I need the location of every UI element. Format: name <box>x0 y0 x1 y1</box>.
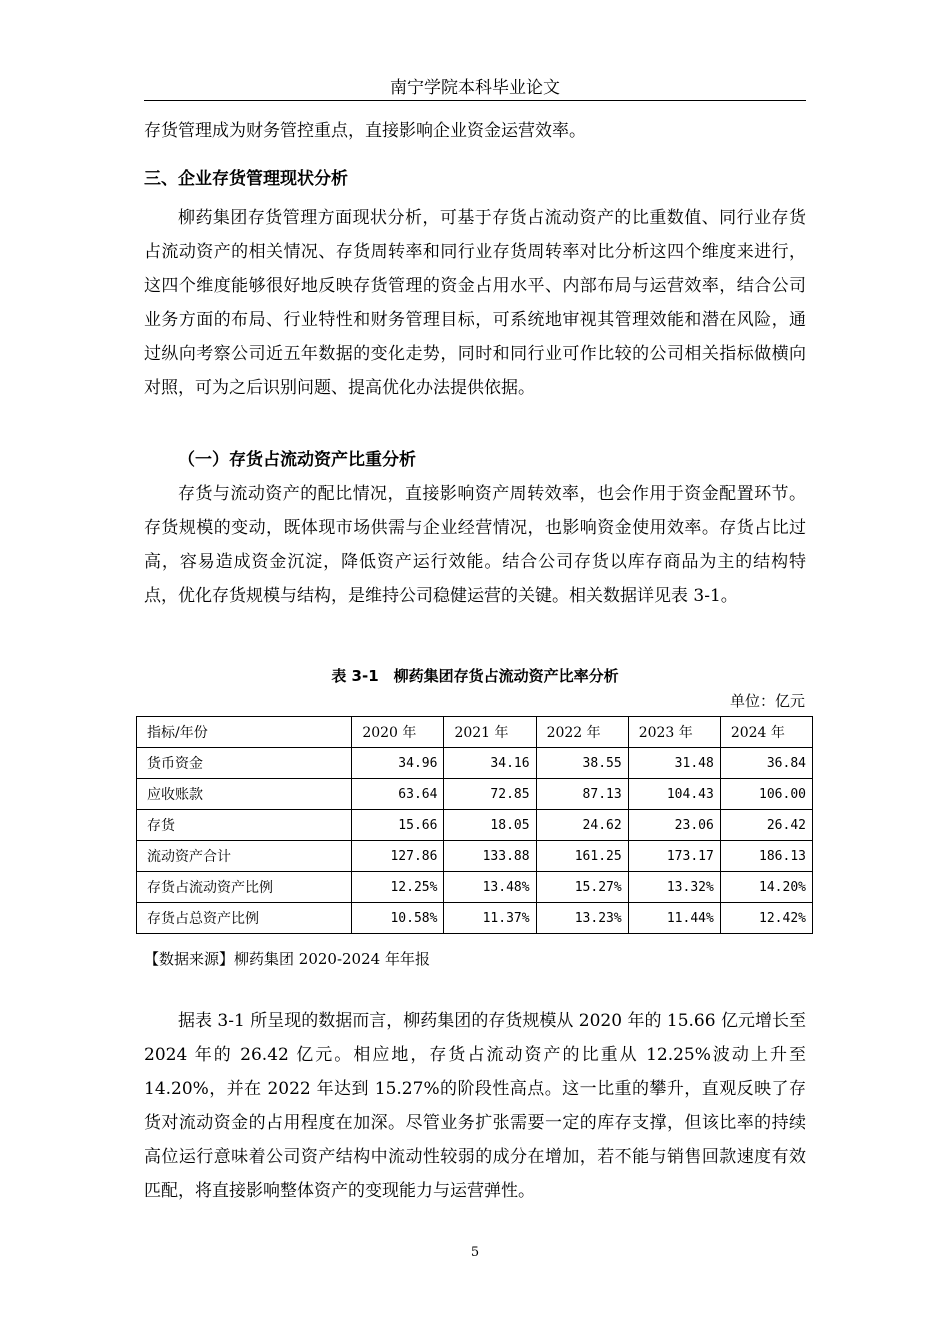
section-paragraph: 柳药集团存货管理方面现状分析，可基于存货占流动资产的比重数值、同行业存货占流动资产的相关情况、存货周转率和同行业存货周转率对比分析这四个维度来进行，这四个维度能够很好地反映存货管理的资金占用水平、内部布局与运营效率，结合公司业务方面的布局、行业特性和财务管理目标，可系统地审视其管理效能和潜在风险，通过纵向考察公司近五年数据的变化走势，同时和同行业可作比较的公司相关指标做横向对照，可为之后识别问题、提高优化办法提供依据。 <box>144 208 806 398</box>
table-cell: 10.58% <box>352 903 444 934</box>
table-cell: 173.17 <box>628 841 720 872</box>
table-cell: 23.06 <box>628 810 720 841</box>
table-cell: 12.25% <box>352 872 444 903</box>
table-cell: 11.37% <box>444 903 536 934</box>
table-cell: 13.48% <box>444 872 536 903</box>
subsection-paragraph: 存货与流动资产的配比情况，直接影响资产周转效率，也会作用于资金配置环节。存货规模的变动，既体现市场供需与企业经营情况，也影响资金使用效率。存货占比过高，容易造成资金沉淀，降低资产运行效能。结合公司存货以库存商品为主的结构特点，优化存货规模与结构，是维持公司稳健运营的关键。相关数据详见表 3-1。 <box>144 484 806 606</box>
table-cell: 11.44% <box>628 903 720 934</box>
header-cell: 指标/年份 <box>137 717 352 748</box>
page-number: 5 <box>470 1245 480 1260</box>
header-cell: 2020 年 <box>352 717 444 748</box>
table-unit: 单位：亿元 <box>729 692 805 710</box>
header-cell: 2024 年 <box>720 717 812 748</box>
row-label: 存货占总资产比例 <box>137 903 352 934</box>
header-rule <box>144 100 806 101</box>
table-cell: 12.42% <box>720 903 812 934</box>
table-source: 【数据来源】柳药集团 2020-2024 年年报 <box>144 950 430 968</box>
table-cell: 87.13 <box>536 779 628 810</box>
intro-paragraph: 存货管理成为财务管控重点，直接影响企业资金运营效率。 <box>144 121 586 141</box>
table-cell: 34.16 <box>444 748 536 779</box>
analysis-paragraph: 据表 3-1 所呈现的数据而言，柳药集团的存货规模从 2020 年的 15.66 亿元增长至 2024 年的 26.42 亿元。相应地，存货占流动资产的比重从 12.25%波动上升至 14.20%，并在 2022 年达到 15.27%的阶段性高点。这一比重的攀升，直观反映了存货对流动资金的占用程度在加深。尽管业务扩张需要一定的库存支撑，但该比率的持续高位运行意味着公司资产结构中流动性较弱的成分在增加，若不能与销售回款速度有效匹配，将直接影响整体资产的变现能力与运营弹性。 <box>144 1011 806 1201</box>
table-cell: 15.27% <box>536 872 628 903</box>
table-row <box>137 903 813 934</box>
table-cell: 106.00 <box>720 779 812 810</box>
running-header: 南宁学院本科毕业论文 <box>390 78 560 98</box>
table-cell: 34.96 <box>352 748 444 779</box>
table-cell: 63.64 <box>352 779 444 810</box>
table-row <box>137 748 813 779</box>
table-cell: 133.88 <box>444 841 536 872</box>
row-label: 货币资金 <box>137 748 352 779</box>
table-cell: 13.23% <box>536 903 628 934</box>
section-heading: 三、企业存货管理现状分析 <box>144 169 348 189</box>
table-cell: 15.66 <box>352 810 444 841</box>
header-cell: 2022 年 <box>536 717 628 748</box>
table-row <box>137 810 813 841</box>
table-cell: 127.86 <box>352 841 444 872</box>
data-table <box>136 716 813 934</box>
header-cell: 2021 年 <box>444 717 536 748</box>
table-row <box>137 841 813 872</box>
table-cell: 186.13 <box>720 841 812 872</box>
table-cell: 104.43 <box>628 779 720 810</box>
table-cell: 36.84 <box>720 748 812 779</box>
table-cell: 18.05 <box>444 810 536 841</box>
table-cell: 14.20% <box>720 872 812 903</box>
table-row <box>137 779 813 810</box>
table-cell: 161.25 <box>536 841 628 872</box>
table-cell: 26.42 <box>720 810 812 841</box>
table-cell: 24.62 <box>536 810 628 841</box>
table-cell: 72.85 <box>444 779 536 810</box>
row-label: 存货占流动资产比例 <box>137 872 352 903</box>
table-cell: 13.32% <box>628 872 720 903</box>
table-cell: 38.55 <box>536 748 628 779</box>
table-header-row <box>137 717 813 748</box>
subsection-heading: （一）存货占流动资产比重分析 <box>178 450 416 470</box>
table-caption: 表 3-1 柳药集团存货占流动资产比率分析 <box>331 667 619 685</box>
row-label: 存货 <box>137 810 352 841</box>
table-cell: 31.48 <box>628 748 720 779</box>
table-row <box>137 872 813 903</box>
row-label: 应收账款 <box>137 779 352 810</box>
header-cell: 2023 年 <box>628 717 720 748</box>
row-label: 流动资产合计 <box>137 841 352 872</box>
